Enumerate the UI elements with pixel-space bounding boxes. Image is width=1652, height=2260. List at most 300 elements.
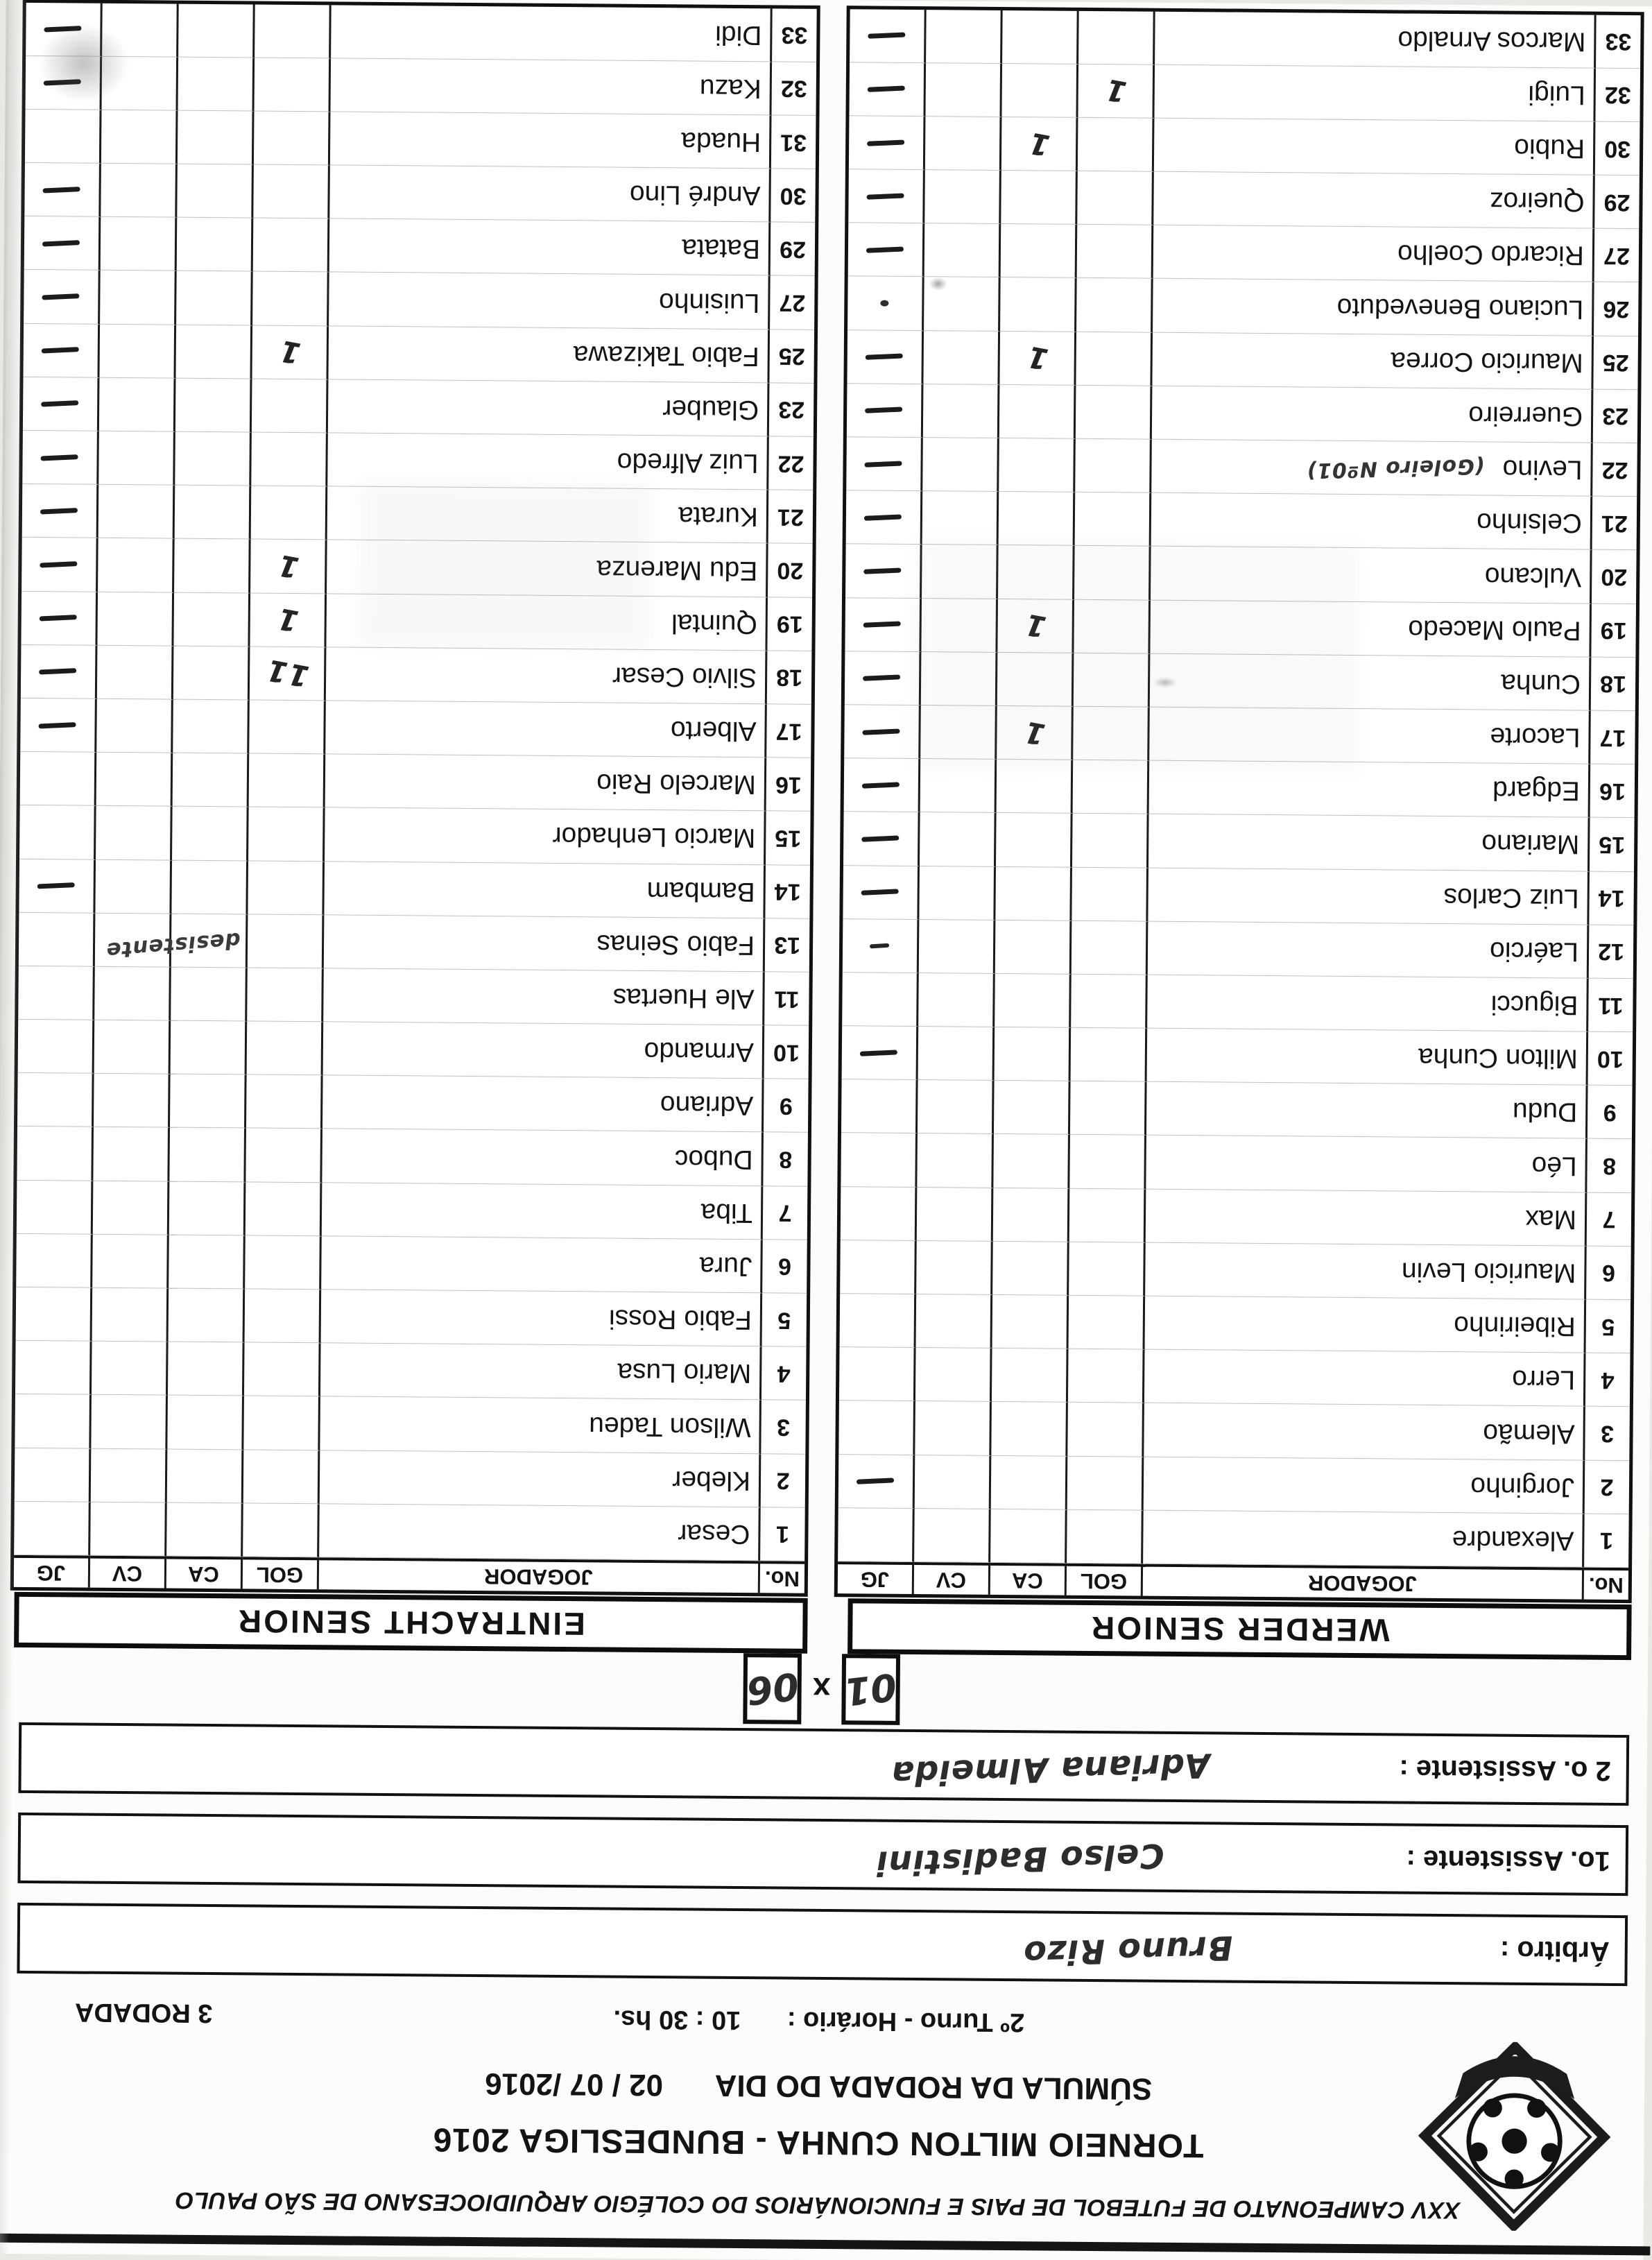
player-name-cell [330,112,772,169]
ca-cell [166,1503,243,1557]
player-name: Ale Huertas [612,982,755,1014]
column-header: JG [14,1555,90,1588]
player-name-cell [324,862,766,918]
gol-cell [255,58,332,112]
player-name: Luisinho [658,286,760,318]
ca-cell [173,646,250,700]
player-name: Kleber [672,1464,751,1496]
cv-cell [99,324,176,378]
jg-cell [14,1502,91,1556]
ca-cell [993,1188,1070,1242]
gol-mark-handwritten: 11 [262,653,311,694]
player-number-cell: 21 [1592,497,1637,551]
ca-cell [1001,117,1078,171]
cv-cell [919,866,996,921]
jg-cell [21,538,98,592]
sumula-label: SÚMULA DA RODADA DO DIA [716,2068,1153,2106]
player-name-cell [319,1504,761,1561]
ca-cell [167,1396,244,1450]
score-strip [0,1647,1648,1731]
cv-cell [914,1509,991,1563]
player-name-cell [320,1450,762,1507]
gol-cell [249,754,326,808]
cv-cell [920,812,997,866]
ca-cell [995,1027,1072,1081]
player-name: Milton Cunha [1418,1042,1578,1074]
player-name: Kurata [678,501,759,532]
assistant1-row [17,1813,1628,1896]
player-name: Armando [644,1036,755,1068]
player-name: Adriano [660,1090,754,1121]
player-number-cell: 25 [769,329,814,384]
played-dash-mark [870,943,889,949]
ca-cell [168,1342,245,1396]
jg-cell [22,431,99,485]
gol-cell [1070,1081,1147,1136]
gol-cell [248,914,325,968]
ca-cell [176,271,253,325]
jg-cell [23,377,100,431]
ca-cell [991,1456,1068,1510]
player-number-cell: 14 [765,865,810,919]
player-name: Cunha [1500,668,1581,699]
column-header: No. [760,1561,805,1593]
player-name: Queiroz [1489,186,1585,217]
jg-cell [839,1347,916,1401]
player-number-cell: 22 [768,436,814,490]
jg-cell [849,116,926,170]
player-name: Kazu [699,73,762,104]
gol-cell [245,1289,322,1343]
gol-cell [1069,1242,1146,1296]
player-name-cell [328,326,770,383]
ca-cell [999,332,1076,386]
player-name: Jura [699,1251,752,1282]
jg-cell [841,1187,918,1241]
gol-cell [1076,332,1153,386]
ca-cell [171,860,248,914]
jg-cell [838,1455,915,1509]
jg-cell [843,919,920,973]
gol-cell [1077,171,1154,225]
cv-cell [918,1027,995,1081]
player-number-cell: 20 [1592,550,1637,604]
gol-cell [251,486,328,540]
turno-label: 2º Turno - Horário : [786,2005,1025,2037]
cv-cell [96,753,173,807]
player-name: Bigucci [1490,989,1578,1020]
player-number-cell: 2 [1585,1460,1630,1514]
letterhead-rule [0,2234,1650,2256]
player-name: Batata [682,233,761,264]
ca-cell [178,57,255,111]
jg-cell [842,1026,919,1080]
player-number-cell: 13 [765,918,810,973]
player-name: Tiba [700,1197,753,1228]
gol-cell [1069,1135,1146,1189]
jg-cell [845,598,922,652]
ca-cell [996,813,1073,867]
ca-cell [173,753,250,807]
player-name: Wilson Tadeu [589,1410,751,1442]
jg-cell [17,1127,94,1181]
player-name: Duboc [674,1143,753,1174]
player-name-cell [331,58,773,115]
score-home-value: 01 [842,1664,900,1715]
player-number-cell: 11 [764,972,809,1026]
cv-cell [915,1401,992,1455]
gol-cell [253,219,330,273]
gol-cell [1078,10,1155,65]
player-name-cell [322,1076,764,1133]
player-number-cell: 18 [1591,657,1636,711]
team-away-name: EINTRACHT SENIOR [14,1592,808,1654]
player-number-cell: 6 [762,1240,807,1294]
player-name: Alemão [1483,1417,1575,1449]
player-number-cell: 4 [1585,1353,1631,1407]
played-dash-mark [861,889,899,896]
ca-cell [990,1509,1067,1564]
jg-cell [841,1133,918,1188]
jg-cell [24,163,101,217]
column-header: JG [838,1561,914,1594]
player-number-cell: 5 [1586,1300,1631,1354]
player-number-cell: 20 [768,544,813,598]
jg-cell [847,330,924,384]
jg-cell [847,277,924,331]
gol-cell [247,968,324,1022]
turno-line [0,1999,1645,2042]
jg-cell [21,591,98,645]
yellow-card-mark-handwritten: 1 [1023,339,1051,377]
played-dash-mark [37,882,75,889]
gol-cell [252,325,329,379]
jg-cell [843,812,920,866]
yellow-card-mark-handwritten: 1 [1020,714,1048,752]
player-name-cell [329,273,771,329]
cv-cell [92,1235,169,1289]
jg-cell [18,1020,95,1074]
referee-row [17,1903,1628,1986]
jg-cell [838,1508,915,1562]
player-name-cell [322,1129,764,1186]
cv-cell [100,271,177,325]
gol-cell [1072,867,1148,921]
jg-cell [22,484,99,538]
played-dash-mark [862,835,900,841]
gol-mark-handwritten: 1 [274,547,302,585]
player-number-cell: 16 [766,757,811,812]
cv-cell [919,920,996,974]
player-name: Lacorte [1490,721,1581,753]
player-name-cell [1143,1510,1585,1567]
played-dash-mark [860,1050,897,1056]
column-header: CA [990,1563,1067,1595]
player-name: Mauricio Correa [1391,346,1583,378]
gol-cell [248,807,325,862]
player-name-cell [320,1397,762,1454]
gol-cell [1072,921,1148,975]
cv-cell [101,110,178,164]
player-number-cell: 9 [1588,1086,1633,1140]
score-away-value: 06 [743,1663,801,1713]
ca-cell [178,3,255,58]
ca-cell [999,492,1076,546]
assistant1-name-handwritten: Celso Badistini [875,1835,1165,1883]
column-header: No. [1584,1568,1628,1600]
ca-cell [999,385,1076,439]
player-name: Quintal [671,608,757,639]
player-name-cell [325,755,767,812]
roster-table-away [10,0,820,1597]
played-dash-mark [863,728,900,735]
ca-cell [995,921,1072,975]
player-name-cell [331,5,773,62]
column-header: JOGADOR [319,1557,760,1593]
player-name-cell [1153,172,1595,229]
cv-cell [96,806,173,860]
player-number-cell: 27 [1594,229,1640,283]
played-dash-mark [866,354,903,360]
player-name-cell [1151,493,1593,550]
score-separator: x [812,1670,831,1708]
player-number-cell: 25 [1593,336,1638,390]
bleed-through-artifact [913,540,1359,773]
player-name-cell [1154,65,1596,121]
played-dash-mark [863,622,901,628]
ca-cell [169,1181,246,1235]
gol-cell [1069,1296,1146,1350]
ca-cell [171,968,248,1022]
played-dash-mark [40,668,77,674]
ca-cell [171,1021,248,1075]
player-name: Alexandre [1452,1525,1574,1556]
player-name-cell [326,647,768,704]
cv-cell [93,1181,170,1235]
player-name-cell [1148,921,1590,978]
ca-cell [177,218,254,272]
player-number-cell: 9 [764,1079,809,1133]
referee-name-handwritten: Bruno Rizo [1022,1928,1234,1973]
player-number-cell: 19 [767,597,812,651]
gol-cell [1067,1510,1144,1564]
player-number-cell: 30 [771,169,816,223]
gol-cell [246,1075,323,1129]
player-name-cell [1154,119,1596,176]
ca-cell [992,1349,1069,1403]
cv-cell [95,859,172,914]
player-name: Didi [715,19,762,50]
player-number-cell: 2 [761,1454,806,1508]
played-dash-mark [41,454,78,461]
gol-cell [1071,1028,1148,1082]
cv-cell [917,1134,994,1188]
player-number-cell: 1 [760,1507,805,1561]
played-dash-mark [868,139,905,146]
player-number-cell: 8 [1587,1139,1632,1193]
ca-cell [173,592,250,647]
jg-cell [16,1234,93,1288]
jg-cell [15,1341,92,1395]
played-dash-mark [868,33,906,39]
gol-cell [1067,1456,1144,1510]
ca-cell [991,1402,1068,1456]
jg-cell [841,1079,918,1133]
played-dash-mark [39,722,76,728]
player-name-cell [1148,868,1590,925]
player-name: Huada [681,126,762,157]
cv-cell [98,485,175,539]
cv-cell [916,1294,993,1349]
player-number-cell: 30 [1595,122,1640,176]
ca-cell [1001,224,1078,278]
player-name-cell [1153,279,1594,336]
cv-cell [925,117,1002,171]
player-number-cell: 29 [1594,176,1640,230]
player-name-cell [1151,440,1593,497]
match-date: 02 / 07 /2016 [484,2066,664,2103]
jg-cell [25,110,102,164]
cv-cell [96,699,173,753]
player-name: Paulo Macedo [1408,614,1581,646]
bleed-through-artifact [359,481,651,649]
jg-cell [20,752,97,806]
player-number-cell: 18 [767,651,812,705]
cv-cell [916,1241,993,1295]
gol-cell [252,379,329,433]
jg-cell [18,966,95,1020]
assistant2-row [18,1722,1629,1806]
player-name-cell [325,808,766,865]
player-name-cell [323,968,765,1025]
player-name: Mauricio Levin [1401,1256,1576,1288]
ca-cell [169,1128,246,1182]
player-number-cell: 6 [1586,1246,1631,1300]
player-name: Max [1525,1204,1577,1235]
played-dash-mark [863,675,900,681]
player-number-cell: 27 [770,276,815,330]
jg-cell [843,866,920,920]
column-header: CA [166,1557,243,1589]
player-number-cell: 23 [769,383,814,437]
player-number-cell: 29 [771,223,816,277]
ca-cell [995,866,1072,921]
player-name-cell [329,165,771,222]
played-dash-mark [867,193,904,199]
played-dash-mark [864,514,902,520]
jg-cell [19,913,96,967]
player-name-cell [1146,1082,1588,1139]
player-name: Silvio Cesar [612,661,757,693]
ca-cell [1002,10,1079,65]
yellow-card-mark-handwritten: 1 [1021,607,1049,644]
assistant1-label: 1o. Assistente : [1406,1844,1610,1876]
jg-cell [23,324,100,378]
player-name-cell [1152,332,1594,389]
played-dash-mark [42,240,80,246]
scan-speck [929,277,947,291]
jg-cell [842,973,919,1027]
roster-table-home [834,6,1644,1603]
jg-cell [838,1401,915,1455]
team-home-name: WERDER SENIOR [847,1598,1632,1660]
player-name: Mariano [1481,828,1580,859]
player-name-cell [1147,975,1589,1032]
cv-cell [925,63,1002,117]
player-number-cell: 7 [763,1186,808,1240]
player-name-cell [1146,1136,1588,1192]
player-name-cell [1152,386,1594,443]
player-name: Laércio [1489,936,1579,967]
player-name-cell [1144,1350,1586,1407]
ca-cell [175,486,252,540]
player-number-cell: 14 [1589,871,1634,925]
cv-cell [97,646,174,700]
cv-cell [924,223,1001,277]
gol-cell [1077,225,1154,279]
jg-cell [17,1073,94,1127]
cv-cell [915,1348,992,1402]
ca-cell [992,1242,1069,1296]
gol-cell [1068,1349,1145,1403]
played-dash-mark [42,347,79,353]
sumula-line [0,2062,1644,2110]
ca-cell [1001,64,1078,118]
jg-cell [16,1287,93,1342]
player-name: Ricardo Coelho [1397,239,1585,271]
player-number-cell: 17 [766,704,811,758]
gol-cell [244,1343,321,1397]
gol-mark-handwritten: 1 [273,601,302,639]
played-dash-mark [857,1478,894,1484]
ca-cell [173,700,250,754]
player-name-cell [328,379,770,436]
gol-cell [251,433,328,487]
player-name: Luiz Carlos [1443,882,1579,914]
played-dash-mark [864,567,902,574]
ca-cell [175,378,252,432]
ca-cell [992,1295,1069,1349]
gol-cell [243,1396,320,1450]
ca-cell [169,1289,246,1343]
gol-cell [252,272,329,326]
gol-cell [248,861,325,915]
cv-cell [92,1342,169,1396]
cv-cell [94,1020,171,1075]
gol-cell [1076,278,1153,332]
rodada-label: 3 RODADA [74,1997,213,2028]
gol-cell [243,1503,320,1557]
ca-cell [1001,171,1078,225]
gol-cell [255,4,332,58]
ca-cell [175,325,252,379]
jg-cell [17,1181,94,1235]
played-dash-mark [43,187,80,193]
played-dot-mark [881,300,889,307]
played-dash-mark [862,782,900,788]
player-name: Marcos Arnaldo [1397,25,1586,57]
jg-cell [846,490,923,545]
player-name-cell [320,1344,762,1401]
player-number-cell: 15 [766,812,811,866]
gol-cell [250,540,327,594]
player-name-cell [325,701,767,757]
jg-cell [844,758,921,812]
jg-cell [845,545,922,599]
jg-cell [848,223,925,277]
player-number-cell: 17 [1590,711,1635,765]
gol-cell [1078,118,1155,172]
